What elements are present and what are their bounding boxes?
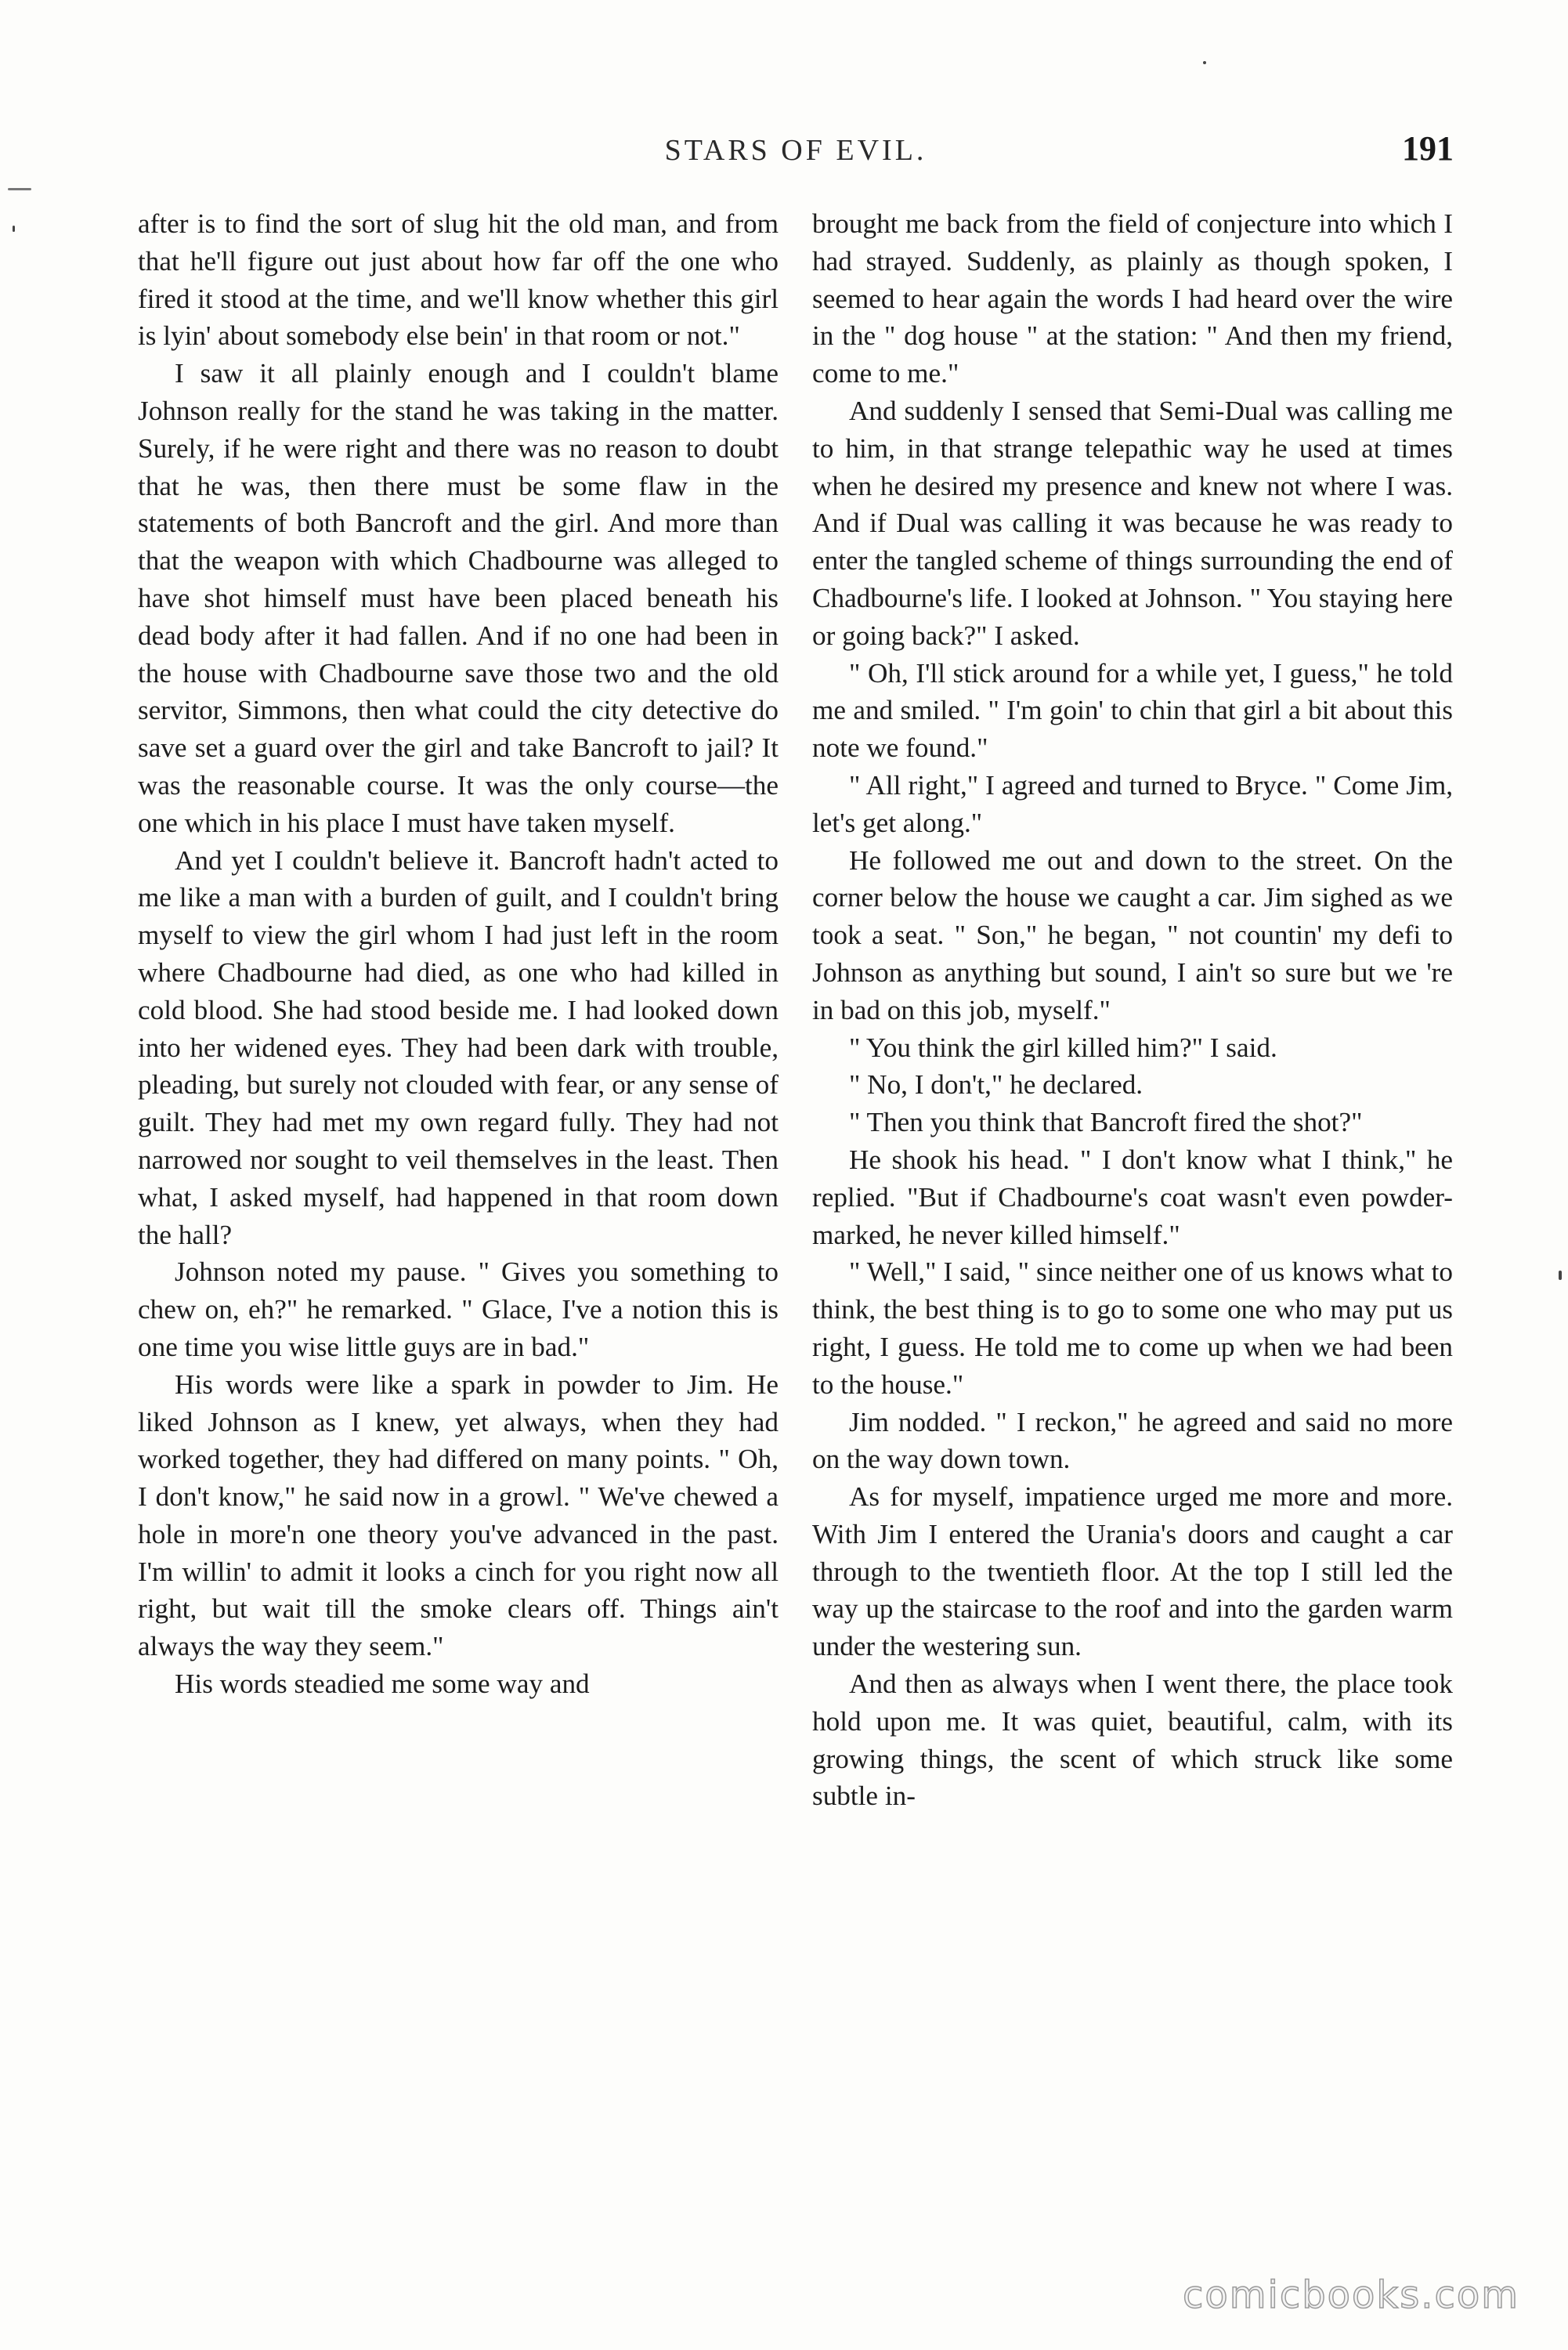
paragraph: He followed me out and down to the street. On the corner below the house we caught a car. Jim sighed as we took a seat. " Son," he began, " not countin' my defi to Johnson as anything but sound, I ain't so sure but we 're in bad on this job, myself." (812, 844, 1453, 1025)
left-column (138, 205, 779, 1703)
scan-speck (1559, 1271, 1562, 1280)
scan-speck (1203, 61, 1206, 64)
paragraph: " All right," I agreed and turned to Bryce. " Come Jim, let's get along." (812, 769, 1453, 838)
paragraph: He shook his head. " I don't know what I think," he replied. "But if Chadbourne's coat wasn't even powder-marked, he never killed himself." (812, 1144, 1453, 1250)
paragraph: after is to find the sort of slug hit the old man, and from that he'll figure out just about how far off the one who fired it stood at the time, and we'll know whether this girl is lyin' about somebody else bein' in that room or not." (138, 208, 779, 352)
page-header (138, 129, 1454, 180)
paragraph: And yet I couldn't believe it. Bancroft hadn't acted to me like a man with a burden of guilt, and I couldn't bring myself to view the girl whom I had just left in the room where Chadbourne had died, as one who had killed in cold blood. She had stood beside me. I had looked down into her widened eyes. They had been dark with trouble, pleading, but surely not clouded with fear, or any sense of guilt. They had met my own regard fully. They had not narrowed nor sought to veil themselves in the least. Then what, I asked myself, had happened in that room down the hall? (138, 844, 779, 1250)
right-column (812, 205, 1453, 1815)
paragraph: And then as always when I went there, the place took hold upon me. It was quiet, beautiful, calm, with its growing things, the scent of which struck like some subtle in- (812, 1668, 1453, 1812)
scan-speck (13, 226, 15, 232)
paragraph: Jim nodded. " I reckon," he agreed and said no more on the way down town. (812, 1406, 1453, 1475)
paragraph: " Well," I said, " since neither one of us knows what to think, the best thing is to go to some one who may put us right, I guess. He told me to come up when we had been to the house." (812, 1256, 1453, 1400)
paragraph: His words were like a spark in powder to Jim. He liked Johnson as I knew, yet always, when they had worked together, they had differed on many points. " Oh, I don't know," he said now in a growl. " We've chewed a hole in more'n one theory you've advanced in the past. I'm willin' to admit it looks a cinch for you right now all right, but wait till the smoke clears off. Things ain't always the way they seem." (138, 1368, 779, 1662)
paragraph: His words steadied me some way and (175, 1668, 590, 1700)
paragraph: Johnson noted my pause. " Gives you something to chew on, eh?" he remarked. " Glace, I've a notion this is one time you wise little guys are in bad." (138, 1256, 779, 1362)
running-title: STARS OF EVIL. (664, 134, 927, 167)
paragraph: brought me back from the field of conjecture into which I had strayed. Suddenly, as plainly as though spoken, I seemed to hear again the words I had heard over the wire in the " dog house " at the station: " And then my friend, come to me." (812, 208, 1453, 389)
paragraph: " Then you think that Bancroft fired the shot?" (849, 1107, 1363, 1138)
paragraph: " You think the girl killed him?" I said. (849, 1032, 1277, 1063)
scan-speck (8, 188, 31, 190)
paragraph: " No, I don't," he declared. (849, 1069, 1143, 1101)
watermark-logo: comicbooks.com (1182, 2273, 1519, 2317)
paragraph: I saw it all plainly enough and I couldn't blame Johnson really for the stand he was taking in the matter. Surely, if he were right and there was no reason to doubt that he was, then there must be some flaw in the statements of both Bancroft and the girl. And more than that the weapon with which Chadbourne was alleged to have shot himself must have been placed beneath his dead body after it had fallen. And if no one had been in the house with Chadbourne save those two and the old servitor, Simmons, then what could the city detective do save set a guard over the girl and take Bancroft to jail? It was the reasonable course. It was the only course—the one which in his place I must have taken myself. (138, 358, 779, 838)
page-number: 191 (1402, 129, 1454, 168)
paragraph: " Oh, I'll stick around for a while yet, I guess," he told me and smiled. " I'm goin' to chin that girl a bit about this note we found." (812, 657, 1453, 764)
paragraph: As for myself, impatience urged me more and more. With Jim I entered the Urania's doors and caught a car through to the twentieth floor. At the top I still led the way up the staircase to the roof and into the garden warm under the westering sun. (812, 1481, 1453, 1662)
paragraph: And suddenly I sensed that Semi-Dual was calling me to him, in that strange telepathic way he used at times when he desired my presence and knew not where I was. And if Dual was calling it was because he was ready to enter the tangled scheme of things surrounding the end of Chadbourne's life. I looked at Johnson. " You staying here or going back?" I asked. (812, 395, 1453, 651)
